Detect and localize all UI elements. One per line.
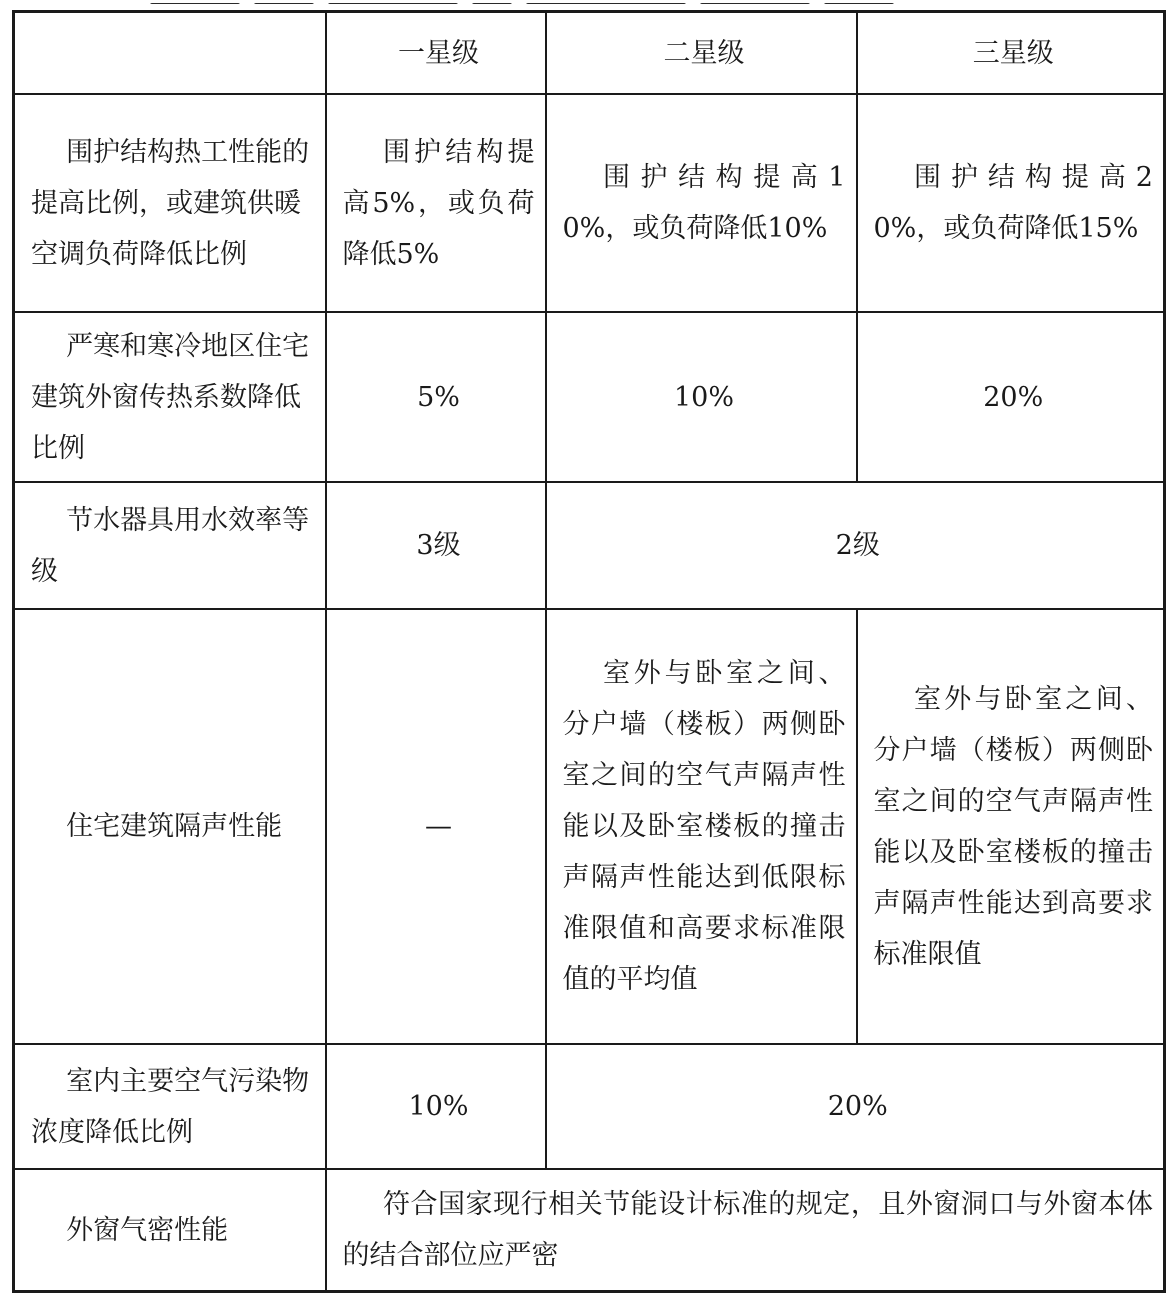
cell-envelope-three-star: 围护结构提高20%，或负荷降低15% (857, 94, 1165, 312)
row-label-window-airtightness: 外窗气密性能 (14, 1169, 326, 1292)
cell-air-two-three-star: 20% (546, 1044, 1165, 1169)
header-two-star: 二星级 (546, 12, 857, 95)
cell-window-three-star: 20% (857, 312, 1165, 482)
table-row-envelope-performance (14, 94, 1165, 312)
table-row-window-heat-transfer (14, 312, 1165, 482)
star-level-requirements-table (12, 10, 1166, 1293)
cell-sound-three-star: 室外与卧室之间、分户墙（楼板）两侧卧室之间的空气声隔声性能以及卧室楼板的撞击声隔声性能达到高要求标准限值 (857, 609, 1165, 1044)
row-label-air-pollutant: 室内主要空气污染物浓度降低比例 (14, 1044, 326, 1169)
row-label-window-heat-transfer: 严寒和寒冷地区住宅建筑外窗传热系数降低比例 (14, 312, 326, 482)
cell-airtightness-all-stars: 符合国家现行相关节能设计标准的规定，且外窗洞口与外窗本体的结合部位应严密 (326, 1169, 1165, 1292)
table-row-window-airtightness (14, 1169, 1165, 1292)
cell-window-two-star: 10% (546, 312, 857, 482)
table-row-sound-insulation (14, 609, 1165, 1044)
cell-sound-one-star: — (326, 609, 546, 1044)
header-three-star: 三星级 (857, 12, 1165, 95)
cell-sound-two-star: 室外与卧室之间、分户墙（楼板）两侧卧室之间的空气声隔声性能以及卧室楼板的撞击声隔声性能达到低限标准限值和高要求标准限值的平均值 (546, 609, 857, 1044)
header-corner-cell (14, 12, 326, 95)
cell-envelope-two-star: 围护结构提高10%，或负荷降低10% (546, 94, 857, 312)
cell-water-two-three-star: 2级 (546, 482, 1165, 609)
cropped-caption-line (150, 0, 1020, 4)
table-row-water-efficiency (14, 482, 1165, 609)
table-row-air-pollutant (14, 1044, 1165, 1169)
header-one-star: 一星级 (326, 12, 546, 95)
cell-air-one-star: 10% (326, 1044, 546, 1169)
cell-water-one-star: 3级 (326, 482, 546, 609)
cell-window-one-star: 5% (326, 312, 546, 482)
row-label-sound-insulation: 住宅建筑隔声性能 (14, 609, 326, 1044)
row-label-water-efficiency: 节水器具用水效率等级 (14, 482, 326, 609)
row-label-envelope: 围护结构热工性能的提高比例，或建筑供暖空调负荷降低比例 (14, 94, 326, 312)
table-header-row (14, 12, 1165, 95)
cell-envelope-one-star: 围护结构提高5%，或负荷降低5% (326, 94, 546, 312)
